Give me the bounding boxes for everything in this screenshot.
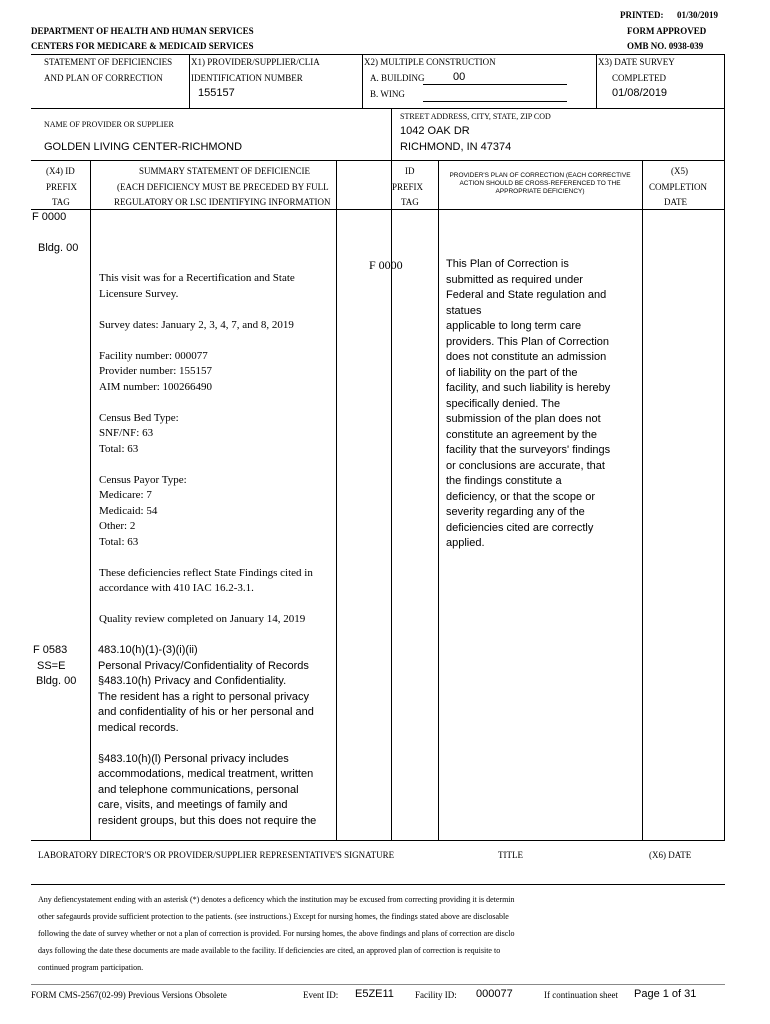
wing-label: B. WING [370,89,405,99]
summary-line [99,457,313,473]
id-label: ID [405,166,415,176]
summary-line: This visit was for a Recertification and State [99,272,295,284]
summary-line: Survey dates: January 2, 3, 4, 7, and 8, 2019 [99,318,294,331]
poc-line: statues [446,304,482,317]
rule [724,54,725,840]
street-address: 1042 OAK DR [400,125,470,137]
poc-line: severity regarding any of the [446,506,585,518]
summary-line: Census Bed Type: [99,411,179,424]
rule [31,160,725,161]
plan-label: AND PLAN OF CORRECTION [44,73,163,83]
summary-regulatory-label: REGULATORY OR LSC IDENTIFYING INFORMATION [114,197,331,207]
poc-line: of liability on the part of the [446,366,578,379]
rule [391,108,392,160]
x4-tag-label: TAG [52,197,70,207]
form-number: FORM CMS-2567(02-99) Previous Versions Obsolete [31,990,227,1000]
street-address-label: STREET ADDRESS, CITY, STATE, ZIP COD [400,112,551,121]
reg-line: 483.10(h)(1)-(3)(i)(ii) [98,644,198,656]
reg-line: §483.10(h)(l) Personal privacy includes [98,752,289,765]
summary-line: Facility number: 000077 [99,349,208,362]
reg-line: §483.10(h) Privacy and Confidentiality. [98,675,287,687]
summary-label: SUMMARY STATEMENT OF DEFICIENCIE [139,166,311,176]
event-id-label: Event ID: [303,990,339,1000]
disclaimer-line: other safegaurds provide sufficient protection to the patients. (see instructions.) Except for nursing homes, the findings stated above are disclosable [38,912,509,921]
rule [31,884,725,885]
poc-line: This Plan of Correction is [446,258,569,270]
summary-line: Provider number: 155157 [99,365,213,377]
summary-line [99,550,313,566]
printed-date: 01/30/2019 [677,10,719,20]
reg-line: and confidentiality of his or her personal and [98,706,314,718]
facility-id: 000077 [476,988,513,1000]
disclaimer-line: Any defiencystatement ending with an asterisk (*) denotes a deficency which the institution may be excused from correcting providing it is determin [38,895,515,904]
id-tag-f0000: F 0000 [369,258,403,272]
building-underline [423,84,567,85]
summary-precede-label: (EACH DEFICIENCY MUST BE PRECEDED BY FULL [117,182,329,192]
summary-line: Census Payor Type: [99,473,187,486]
tag-f0000: F 0000 [32,211,67,223]
reg-line: Personal Privacy/Confidentiality of Records [98,659,309,672]
city-state-zip: RICHMOND, IN 47374 [400,141,512,153]
event-id: E5ZE11 [355,988,394,1000]
summary-line: SNF/NF: 63 [99,427,154,439]
completion-label: COMPLETION [649,182,707,192]
identification-label: IDENTIFICATION NUMBER [191,73,303,83]
date-label: DATE [664,197,687,207]
disclaimer-line: continued program participation. [38,963,144,972]
rule [642,160,643,840]
poc-line: does not constitute an admission [446,351,607,363]
x4-prefix-label: PREFIX [46,182,78,192]
omb-number: OMB NO. 0938-039 [627,41,704,51]
id-prefix-label: PREFIX [392,182,424,192]
id-tag-label: TAG [401,197,419,207]
statement-label: STATEMENT OF DEFICIENCIES [44,57,173,67]
building-tag: Bldg. 00 [38,242,79,254]
summary-line [99,597,313,613]
plan-of-correction-text [446,257,610,552]
rule [596,54,597,108]
building-value: 00 [453,71,466,83]
poc-line: providers. This Plan of Correction [446,335,610,348]
summary-line: Quality review completed on January 14, 2019 [99,613,306,625]
disclaimer-line: following the date of survey whether or not a plan of correction is provided. For nursing homes, the above findings and plans of correction are disclo [38,929,515,938]
date-survey-label: X3) DATE SURVEY [598,57,675,67]
multiple-construction-label: X2) MULTIPLE CONSTRUCTION [364,57,496,67]
reg-line: accommodations, medical treatment, written [98,768,314,780]
rule [31,209,725,210]
provider-name-label: NAME OF PROVIDER OR SUPPLIER [44,120,174,129]
summary-line: Total: 63 [99,442,139,455]
rule [31,54,725,55]
summary-text [99,271,313,628]
completed-label: COMPLETED [612,73,666,83]
reg-line [98,736,316,752]
summary-line: accordance with 410 IAC 16.2-3.1. [99,582,254,594]
provider-number: 155157 [198,87,235,99]
rule [438,160,439,840]
provider-clia-label: X1) PROVIDER/SUPPLIER/CLIA [191,57,320,67]
rule [31,840,725,841]
summary-line: Total: 63 [99,535,139,548]
reg-line: resident groups, but this does not require the [98,814,317,827]
rule [362,54,363,108]
poc-line: applicable to long term care [446,320,582,332]
reg-line: medical records. [98,721,179,734]
poc-line: applied. [446,537,485,549]
rule [336,160,337,840]
rule [189,54,190,108]
title-label: TITLE [498,850,523,860]
summary-line: AIM number: 100266490 [99,380,213,393]
tag-line: SS=E [37,659,66,672]
tag-line: F 0583 [33,644,68,656]
poc-line: submitted as required under [446,273,583,286]
plan-of-correction-label: PROVIDER'S PLAN OF CORRECTION (EACH CORRECTIVE ACTION SHOULD BE CROSS-REFERENCED TO THE APPROPRIATE DEFICIENCY) [449,172,631,195]
x4-id-label: (X4) ID [46,166,75,176]
footer-rule [31,984,725,985]
reg-line: and telephone communications, personal [98,783,299,796]
reg-line: care, visits, and meetings of family and [98,799,288,811]
form-approved: FORM APPROVED [627,26,707,36]
regulation-text [98,643,316,829]
summary-line [99,333,313,349]
signature-label: LABORATORY DIRECTOR'S OR PROVIDER/SUPPLIER REPRESENTATIVE'S SIGNATURE [38,850,395,860]
summary-line: These deficiencies reflect State Findings cited in [99,566,313,579]
summary-line: Medicaid: 54 [99,504,158,517]
survey-date: 01/08/2019 [612,87,668,99]
disclaimer [38,891,515,976]
poc-line: deficiencies cited are correctly [446,521,594,534]
signature-date-label: (X6) DATE [649,850,692,860]
rule [90,160,91,840]
printed-label: PRINTED: [620,10,664,20]
building-label: A. BUILDING [370,73,425,83]
poc-line: the findings constitute a [446,475,562,487]
poc-line: facility that the surveyors' findings [446,444,611,456]
provider-name: GOLDEN LIVING CENTER-RICHMOND [44,141,243,153]
summary-line: Other: 2 [99,520,136,532]
summary-line [99,302,313,318]
rule [31,108,725,109]
tag-line: Bldg. 00 [36,675,77,687]
poc-line: specifically denied. The [446,397,561,410]
centers-title: CENTERS FOR MEDICARE & MEDICAID SERVICES [31,41,254,51]
tag-f0583 [33,643,76,690]
poc-line: deficiency, or that the scope or [446,490,595,503]
poc-line: submission of the plan does not [446,413,601,425]
wing-underline [423,101,567,102]
disclaimer-line: days following the date these documents are made available to the facility. If deficiencies are cited, an approved plan of correction is requisite to [38,946,501,955]
poc-line: Federal and State regulation and [446,289,607,301]
poc-line: or conclusions are accurate, that [446,459,605,472]
reg-line: The resident has a right to personal privacy [98,690,309,703]
summary-line [99,395,313,411]
department-title: DEPARTMENT OF HEALTH AND HUMAN SERVICES [31,26,254,36]
summary-line: Medicare: 7 [99,489,152,501]
poc-line: constitute an agreement by the [446,428,598,441]
summary-line: Licensure Survey. [99,287,179,300]
page-number: Page 1 of 31 [634,988,697,1000]
x5-label: (X5) [671,166,688,176]
poc-line: facility, and such liability is hereby [446,382,611,394]
continuation-label: If continuation sheet [544,990,618,1000]
facility-id-label: Facility ID: [415,990,457,1000]
